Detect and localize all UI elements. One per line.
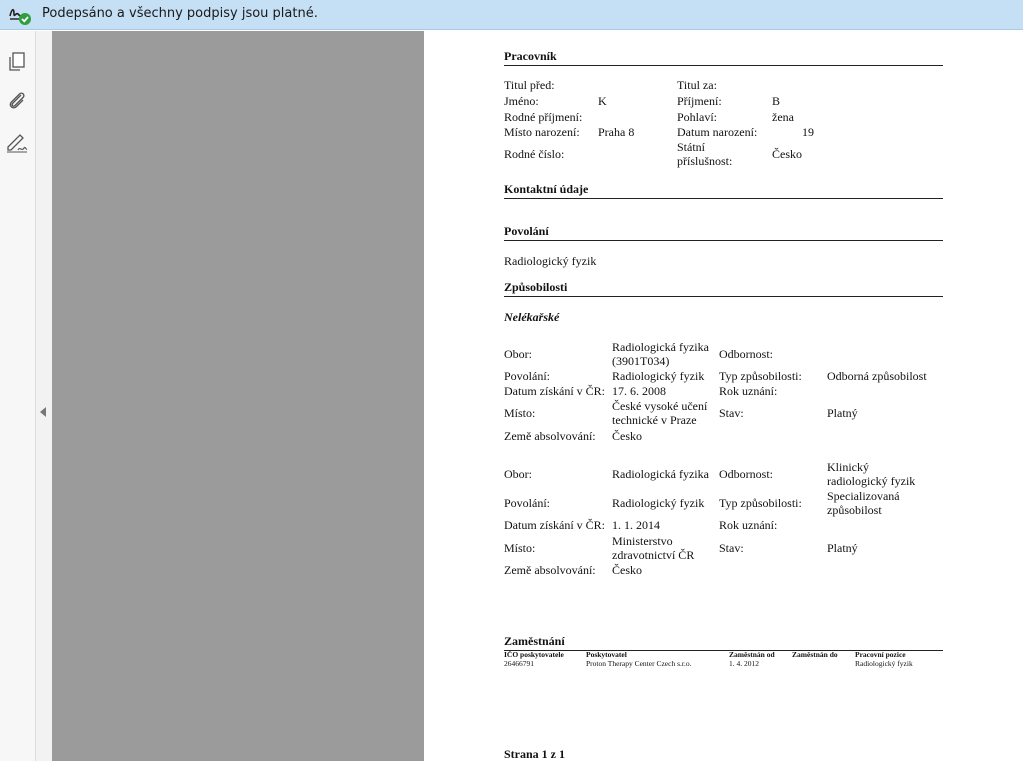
section-heading-worker: Pracovník bbox=[504, 49, 943, 66]
value-sex: žena bbox=[772, 110, 794, 124]
section-heading-occupation: Povolání bbox=[504, 224, 943, 241]
section-heading-employment: Zaměstnání bbox=[504, 634, 943, 651]
attachment-icon[interactable] bbox=[5, 88, 29, 112]
value-type-line1: Specializovaná bbox=[827, 489, 900, 503]
section-heading-competencies: Způsobilosti bbox=[504, 280, 943, 297]
employment-header-provider: Poskytovatel bbox=[586, 650, 627, 659]
value-field-line1: Radiologická fyzika bbox=[612, 340, 709, 354]
label-birth-number: Rodné číslo: bbox=[504, 147, 565, 161]
label-birth-place: Místo narození: bbox=[504, 125, 580, 139]
value-country: Česko bbox=[612, 563, 642, 577]
label-type: Typ způsobilosti: bbox=[719, 369, 802, 383]
value-type-line2: způsobilost bbox=[827, 503, 882, 517]
signature-valid-icon[interactable] bbox=[8, 4, 32, 26]
label-place: Místo: bbox=[504, 406, 536, 420]
label-type: Typ způsobilosti: bbox=[719, 496, 802, 510]
label-status: Stav: bbox=[719, 541, 744, 555]
label-last-name: Příjmení: bbox=[677, 94, 722, 108]
value-status: Platný bbox=[827, 406, 858, 420]
employment-header-position: Pracovní pozice bbox=[855, 650, 906, 659]
label-year-recognized: Rok uznání: bbox=[719, 518, 778, 532]
value-field-line2: (3901T034) bbox=[612, 354, 670, 368]
viewer-background bbox=[52, 31, 424, 761]
label-status: Stav: bbox=[719, 406, 744, 420]
document-page bbox=[424, 31, 1023, 761]
value-occupation: Radiologický fyzik bbox=[612, 369, 705, 383]
value-place-line2: technické v Praze bbox=[612, 413, 697, 427]
label-field: Obor: bbox=[504, 347, 532, 361]
label-specialty: Odbornost: bbox=[719, 467, 773, 481]
value-first-name: K bbox=[598, 94, 607, 108]
navigation-rail bbox=[0, 31, 36, 761]
label-place: Místo: bbox=[504, 541, 536, 555]
value-occupation: Radiologický fyzik bbox=[612, 496, 705, 510]
label-sex: Pohlaví: bbox=[677, 110, 718, 124]
label-birth-surname: Rodné příjmení: bbox=[504, 110, 583, 124]
label-occupation: Povolání: bbox=[504, 369, 551, 383]
value-status: Platný bbox=[827, 541, 858, 555]
employment-header-from: Zaměstnán od bbox=[729, 650, 775, 659]
value-specialty-line2: radiologický fyzik bbox=[827, 474, 916, 488]
value-nationality: Česko bbox=[772, 147, 802, 161]
employment-cell-provider: Proton Therapy Center Czech s.r.o. bbox=[586, 659, 692, 668]
value-birth-date: 19 bbox=[802, 125, 814, 139]
employment-cell-position: Radiologický fyzik bbox=[855, 659, 913, 668]
label-field: Obor: bbox=[504, 467, 532, 481]
label-first-name: Jméno: bbox=[504, 94, 539, 108]
label-title-after: Titul za: bbox=[677, 78, 717, 92]
label-country: Země absolvování: bbox=[504, 563, 596, 577]
value-last-name: B bbox=[772, 94, 781, 108]
page-number-footer: Strana 1 z 1 bbox=[504, 747, 565, 761]
collapse-arrow-icon[interactable] bbox=[40, 407, 46, 417]
signature-status-text: Podepsáno a všechny podpisy jsou platné. bbox=[42, 6, 318, 21]
occupation-value: Radiologický fyzik bbox=[504, 254, 597, 268]
label-title-before: Titul před: bbox=[504, 78, 555, 92]
value-field: Radiologická fyzika bbox=[612, 467, 709, 481]
signature-panel-icon[interactable] bbox=[5, 130, 29, 154]
panel-collapse-strip[interactable] bbox=[36, 31, 52, 761]
value-type: Odborná způsobilost bbox=[827, 369, 927, 383]
employment-cell-ico: 26466791 bbox=[504, 659, 534, 668]
label-year-recognized: Rok uznání: bbox=[719, 384, 778, 398]
employment-header-ico: IČO poskytovatele bbox=[504, 650, 564, 659]
value-country: Česko bbox=[612, 429, 642, 443]
label-date-acquired: Datum získání v ČR: bbox=[504, 518, 605, 532]
label-date-acquired: Datum získání v ČR: bbox=[504, 384, 605, 398]
value-place-line1: České vysoké učení bbox=[612, 399, 708, 413]
value-specialty-line1: Klinický bbox=[827, 460, 869, 474]
label-nationality-2: příslušnost: bbox=[677, 154, 733, 168]
value-birth-place: Praha 8 bbox=[598, 125, 635, 139]
value-date-acquired: 1. 1. 2014 bbox=[612, 518, 660, 532]
value-date-acquired: 17. 6. 2008 bbox=[612, 384, 666, 398]
label-specialty: Odbornost: bbox=[719, 347, 773, 361]
value-place-line1: Ministerstvo bbox=[612, 534, 673, 548]
competency-group-title: Nelékařské bbox=[504, 310, 560, 324]
label-country: Země absolvování: bbox=[504, 429, 596, 443]
value-place-line2: zdravotnictví ČR bbox=[612, 548, 695, 562]
label-nationality-1: Státní bbox=[677, 140, 706, 154]
employment-cell-from: 1. 4. 2012 bbox=[729, 659, 759, 668]
label-occupation: Povolání: bbox=[504, 496, 551, 510]
signature-banner bbox=[0, 0, 1023, 30]
pages-icon[interactable] bbox=[5, 49, 29, 73]
section-heading-contact: Kontaktní údaje bbox=[504, 182, 943, 199]
label-birth-date: Datum narození: bbox=[677, 125, 758, 139]
employment-header-to: Zaměstnán do bbox=[792, 650, 838, 659]
